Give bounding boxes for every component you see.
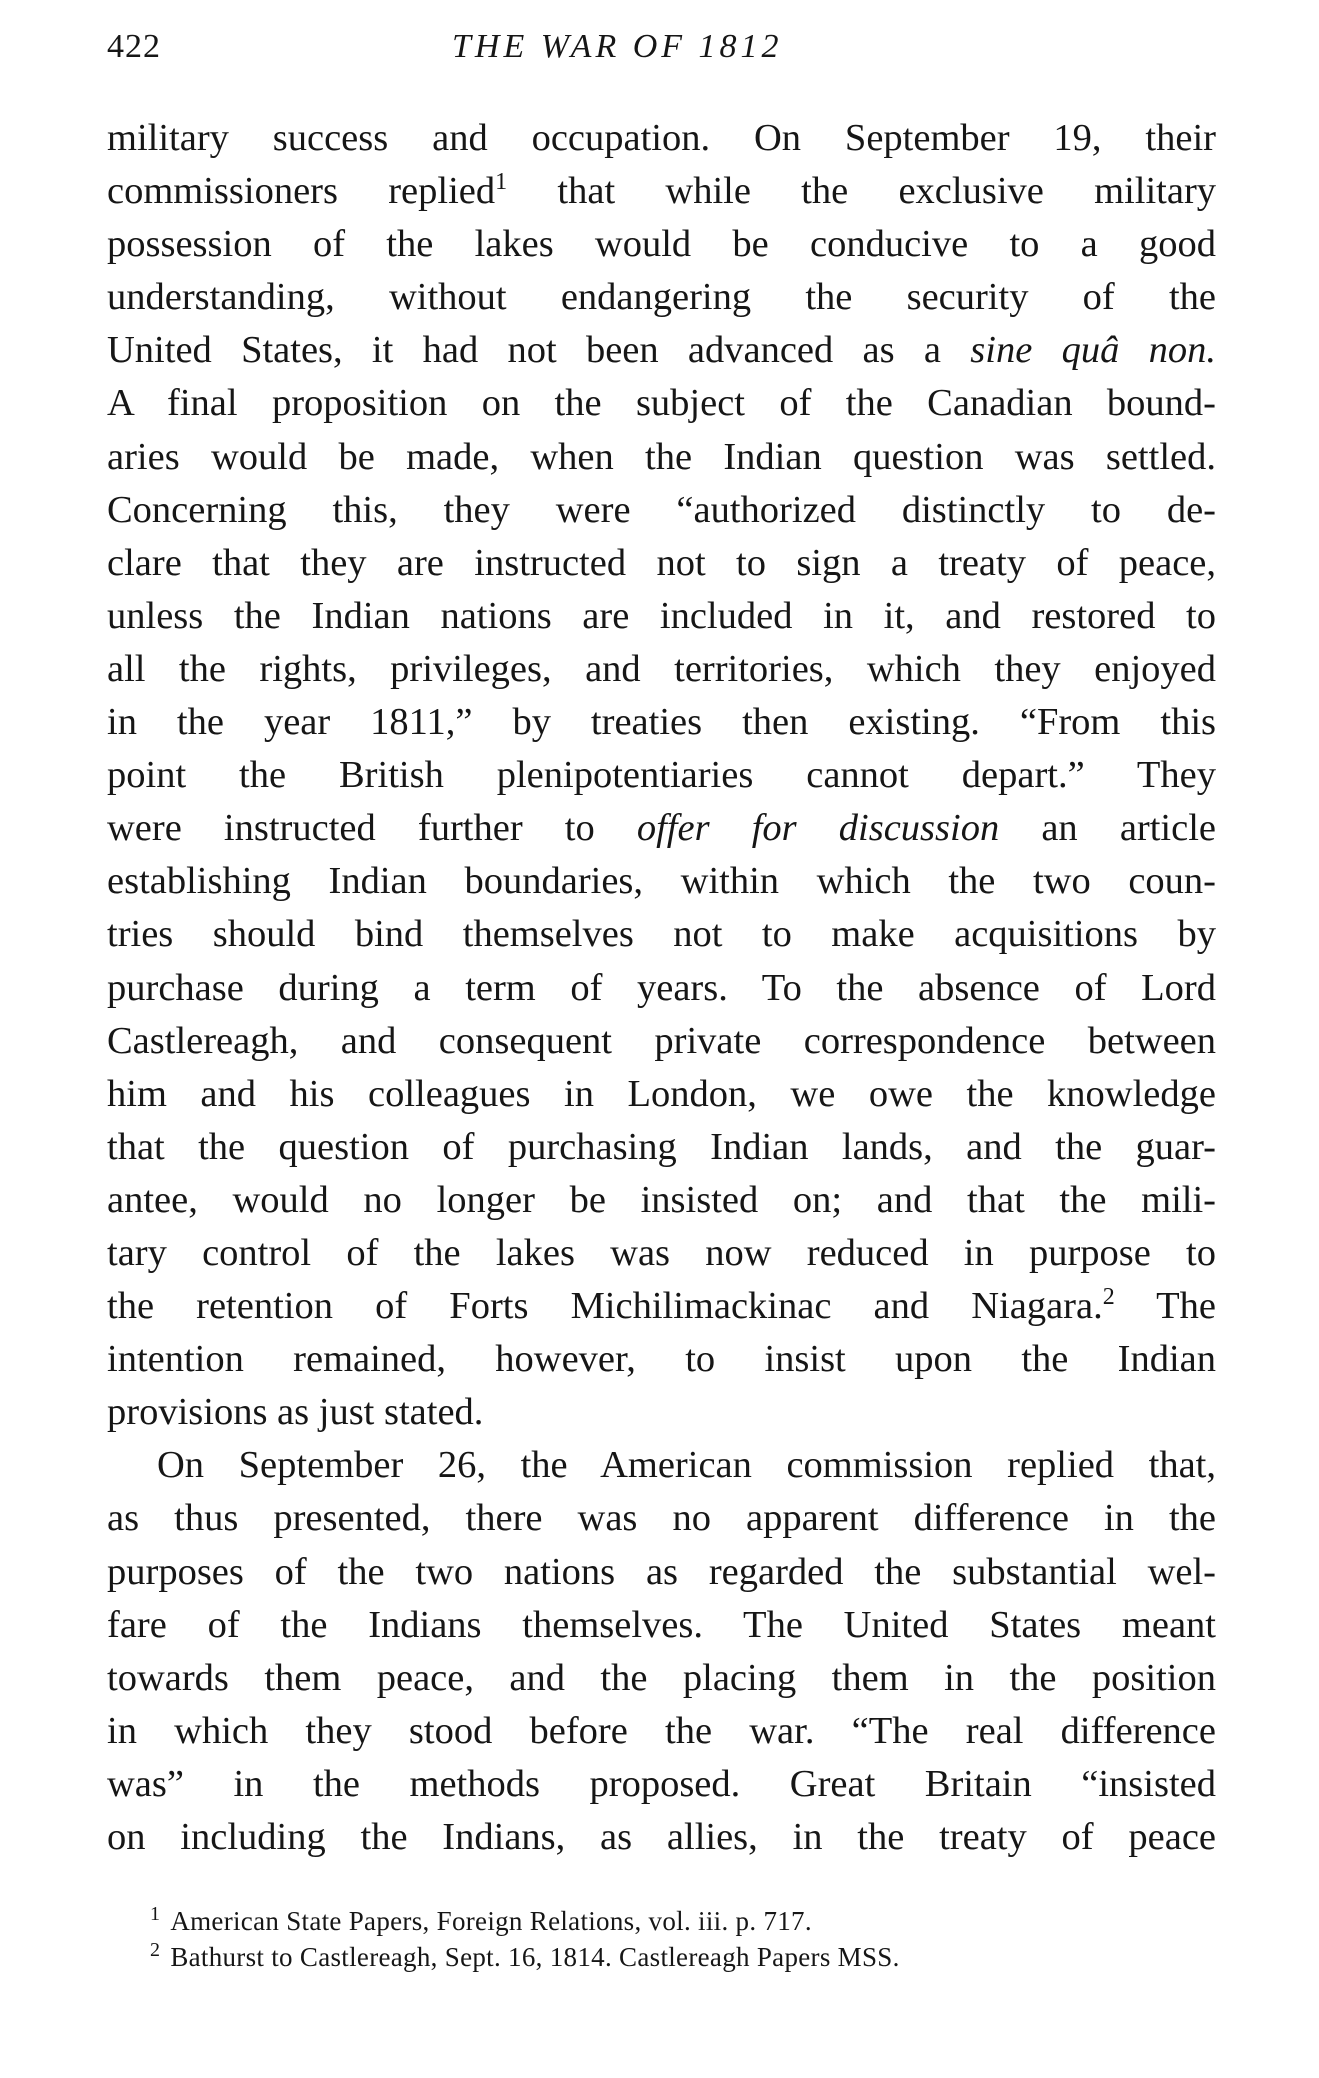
text-line: point the British plenipotentiaries cannot depart.” They <box>107 754 1216 797</box>
footnote-mark: 2 <box>150 1939 161 1961</box>
text-line: unless the Indian nations are included in it, and restored to <box>107 594 1216 637</box>
footnote-ref: 2 <box>1102 1284 1115 1311</box>
text-line: clare that they are instructed not to sign a treaty of peace, <box>107 541 1216 584</box>
text-line: the retention of Forts Michilimackinac and Niagara.$^2$ The <box>107 1284 1216 1328</box>
text-line: all the rights, privileges, and territories, which they enjoyed <box>107 647 1216 690</box>
footnotes <box>150 1903 1216 1975</box>
running-head <box>107 28 1216 76</box>
text-line: aries would be made, when the Indian question was settled. <box>107 435 1216 478</box>
text-line: understanding, without endangering the security of the <box>107 276 1216 319</box>
text-line: Concerning this, they were “authorized distinctly to de- <box>107 488 1216 531</box>
text-line: was” in the methods proposed. Great Britain “insisted <box>107 1762 1216 1805</box>
text-line: establishing Indian boundaries, within which the two coun- <box>107 860 1216 903</box>
text-line: purchase during a term of years. To the absence of Lord <box>107 966 1216 1009</box>
text-line: intention remained, however, to insist upon the Indian <box>107 1338 1216 1381</box>
text-line: military success and occupation. On September 19, their <box>107 117 1216 159</box>
text-line: Castlereagh, and consequent private correspondence between <box>107 1019 1216 1062</box>
running-title: THE WAR OF 1812 <box>452 28 783 65</box>
text-line: fare of the Indians themselves. The United States meant <box>107 1603 1216 1646</box>
text-line: in which they stood before the war. “The real difference <box>107 1709 1216 1752</box>
text-line: on including the Indians, as allies, in the treaty of peace <box>107 1816 1216 1858</box>
text-line: purposes of the two nations as regarded the substantial wel- <box>107 1550 1216 1593</box>
body-text <box>107 112 1216 1864</box>
text-line: tary control of the lakes was now reduced in purpose to <box>107 1231 1216 1274</box>
text-line: On September 26, the American commission replied that, <box>157 1444 1216 1487</box>
text-line: A final proposition on the subject of the Canadian bound- <box>107 382 1216 425</box>
text-line: him and his colleagues in London, we owe the knowledge <box>107 1072 1216 1115</box>
text-line: tries should bind themselves not to make acquisitions by <box>107 913 1216 956</box>
text-line: United States, it had not been advanced as a sine quâ non. <box>107 329 1216 372</box>
footnote-mark: 1 <box>150 1903 161 1925</box>
text-line: were instructed further to offer for discussion an article <box>107 807 1216 850</box>
footnote-text: American State Papers, Foreign Relations, vol. iii. p. 717. <box>170 1906 812 1936</box>
text-line: commissioners replied$^1$ that while the exclusive military <box>107 169 1217 213</box>
footnote <box>150 1939 1216 1975</box>
text-line: possession of the lakes would be conducive to a good <box>107 223 1216 266</box>
text-line: provisions as just stated. <box>107 1391 484 1434</box>
footnote <box>150 1903 1216 1939</box>
text-line: that the question of purchasing Indian lands, and the guar- <box>107 1125 1216 1168</box>
text-line: antee, would no longer be insisted on; and that the mili- <box>107 1178 1216 1221</box>
footnote-ref: 1 <box>495 169 508 196</box>
text-line: as thus presented, there was no apparent difference in the <box>107 1497 1216 1540</box>
text-line: in the year 1811,” by treaties then existing. “From this <box>107 701 1216 744</box>
page-number: 422 <box>107 28 161 65</box>
text-line: towards them peace, and the placing them in the position <box>107 1656 1216 1699</box>
footnote-text: Bathurst to Castlereagh, Sept. 16, 1814. Castlereagh Papers MSS. <box>170 1942 900 1972</box>
